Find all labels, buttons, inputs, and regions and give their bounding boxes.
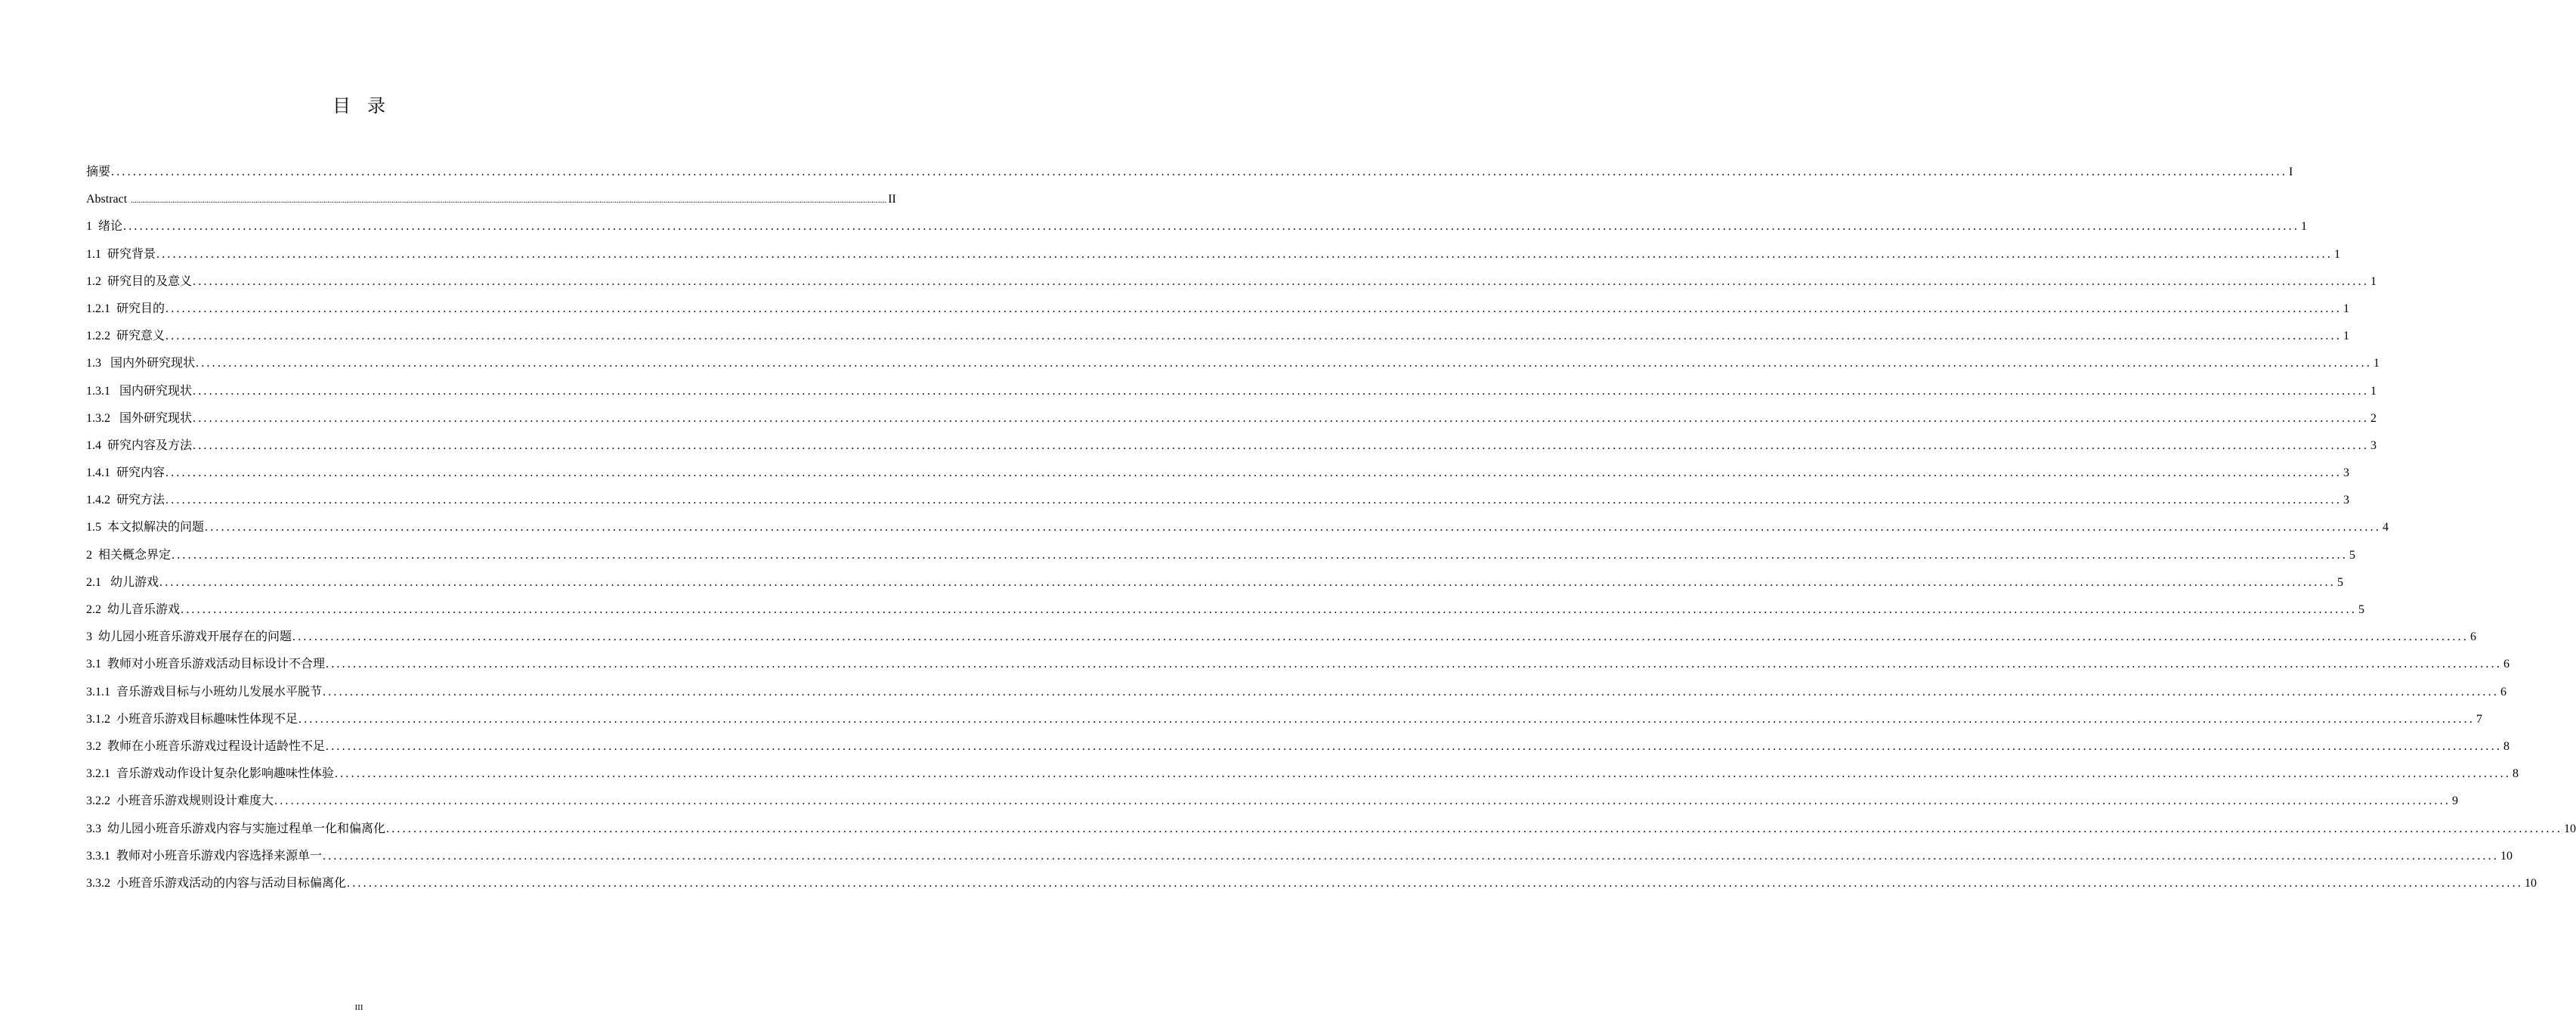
toc-entry-page: 1: [2334, 247, 2341, 261]
toc-entry-label: 3.1.1 音乐游戏目标与小班幼儿发展水平脱节: [86, 685, 323, 698]
toc-dot-leader: ................................................................................................................................................................................................................................................................................................................................................................................................................: [292, 630, 2469, 644]
toc-entry-page: 6: [2503, 658, 2510, 671]
toc-dot-leader: ................................................................................................................................................................................................................................................................................................................................................................................................................: [274, 795, 2451, 808]
toc-entry[interactable]: [86, 569, 2344, 596]
toc-entry-label: 1.4.1 研究内容: [86, 466, 165, 480]
toc-entry[interactable]: [86, 323, 2350, 350]
toc-dot-leader: ................................................................................................................................................................................................................................................................................................................................................................................................................: [193, 438, 2370, 452]
toc-entry-page: 5: [2337, 575, 2344, 589]
toc-dot-leader: ................................................................................................................................................................................................................................................................................................................................................................................................................: [172, 548, 2349, 562]
footer-page-number: III: [354, 1003, 363, 1012]
toc-entry-page: 3: [2370, 438, 2377, 452]
toc-dot-leader: ................................................................................................................................................................................................................................................................................................................................................................................................................: [196, 357, 2373, 370]
toc-entry-label: 摘要: [86, 166, 111, 178]
toc-entry[interactable]: [86, 542, 2356, 569]
toc-entry[interactable]: [86, 405, 2377, 432]
toc-entry-label: 2.2 幼儿音乐游戏: [86, 603, 181, 616]
toc-entry[interactable]: [86, 241, 2341, 268]
toc-entry-page: 6: [2500, 685, 2507, 698]
toc-entry[interactable]: [86, 378, 2377, 405]
toc-entry[interactable]: [86, 213, 2308, 240]
toc-entry-label: 3.2 教师在小班音乐游戏过程设计适龄性不足: [86, 739, 326, 753]
toc-dot-leader: ................................................................................................................................................................................................................................................................................................................................................................................................................: [335, 767, 2512, 781]
toc-entry[interactable]: [86, 432, 2377, 460]
toc-entry[interactable]: [86, 706, 2483, 733]
toc-dot-leader: ................................................................................................................................................................................................................................................................................................................................................................................................................: [123, 220, 2300, 234]
toc-entry-label: 1.2 研究目的及意义: [86, 274, 193, 288]
toc-dot-leader: ................................................................................................................................................................................................................................................................................................................................................................................................................: [193, 411, 2370, 425]
toc-entry-page: 1: [2301, 220, 2308, 234]
toc-entry[interactable]: [86, 760, 2519, 788]
toc-entry-label: 3.1 教师对小班音乐游戏活动目标设计不合理: [86, 658, 326, 671]
toc-dot-leader: ................................................................................................................................................................................................................................................................................................................................................................................................................: [323, 849, 2500, 863]
toc-entry-page: 1: [2343, 330, 2350, 343]
toc-entry-page: 10: [2500, 849, 2513, 863]
toc-dot-leader: ................................................................................................................................................................................................................................................................................................................................................................................................................: [156, 247, 2333, 261]
toc-dot-leader: ................................................................................................................................................................................................................................................................................................................................................................................................................: [165, 494, 2343, 507]
toc-entry[interactable]: [86, 350, 2380, 377]
toc-entry-page: 5: [2349, 548, 2356, 562]
toc-dot-leader: ................................................................................................................................................................................................................................................................................................................................................................................................................: [193, 384, 2370, 398]
toc-dot-leader: ................................................................................................................................................................................................................................................................................................................................................................................................................: [193, 274, 2370, 288]
toc-dot-leader: ................................................................................................................................................................................................................................................................................................................................................................................................................: [159, 575, 2336, 589]
toc-entry-page: 10: [2525, 876, 2537, 890]
toc-entry-label: 1.4.2 研究方法: [86, 494, 165, 507]
toc-entry-page: I: [2289, 166, 2293, 178]
toc-dot-leader: ................................................................................................................................................................................................................................................................................................................................................................................................................: [347, 876, 2524, 890]
toc-entry-page: 1: [2370, 384, 2377, 398]
toc-dot-leader: ................................................................................................................................................................................................................................................................................................................................................................................................................: [386, 822, 2563, 835]
toc-entry-label: Abstract: [86, 193, 131, 206]
toc-entry-page: 6: [2470, 630, 2477, 644]
toc-entry[interactable]: [86, 159, 2293, 186]
toc-entry-label: 3.3.2 小班音乐游戏活动的内容与活动目标偏离化: [86, 876, 347, 890]
toc-entry[interactable]: [86, 679, 2507, 706]
toc-dot-leader: ................................................................................................................................................................................................................................................................................................................................................................................................................: [326, 658, 2503, 671]
toc-dot-leader: ................................................................................................................................................................................................................................................................................................................................................................................................................: [323, 685, 2500, 698]
toc-entry-label: 1.2.2 研究意义: [86, 330, 165, 343]
toc-entry-page: 3: [2343, 494, 2350, 507]
toc-entry-page: 1: [2343, 302, 2350, 315]
toc-entry-label: 3 幼儿园小班音乐游戏开展存在的问题: [86, 630, 292, 644]
toc-entry-label: 3.3.1 教师对小班音乐游戏内容选择来源单一: [86, 849, 323, 863]
toc-entry-label: 3.2.2 小班音乐游戏规则设计难度大: [86, 795, 274, 808]
toc-entry-label: 3.3 幼儿园小班音乐游戏内容与实施过程单一化和偏离化: [86, 822, 386, 835]
toc-entry-page: 10: [2564, 822, 2576, 835]
toc-entry[interactable]: [86, 186, 896, 213]
toc-entry[interactable]: [86, 843, 2513, 870]
toc-entry-page: 8: [2513, 767, 2519, 781]
toc-entry-label: 2 相关概念界定: [86, 548, 172, 562]
toc-entry-label: 1.1 研究背景: [86, 247, 156, 261]
toc-entry-page: 3: [2343, 466, 2350, 480]
toc-entry-label: 1.4 研究内容及方法: [86, 438, 193, 452]
toc-dot-leader: ................................................................................................................................................................................................................................................................................................................................................................................................................: [111, 166, 2288, 178]
toc-dot-leader: ................................................................................................................................................................................................................................................................................................................................................................................................................: [298, 712, 2475, 726]
toc-dot-leader: ................................................................................................................................................................................................................................................................................................................................................................................................................: [165, 302, 2343, 315]
toc-entry-page: 5: [2358, 603, 2365, 616]
toc-dot-leader: ................................................................................................................................................................................................................................................................................................................................................................................................................: [131, 197, 887, 206]
toc-entry[interactable]: [86, 816, 2576, 843]
toc-entry-label: 1.5 本文拟解决的问题: [86, 521, 205, 534]
toc-entry-label: 1.2.1 研究目的: [86, 302, 165, 315]
table-of-contents: [86, 159, 2576, 897]
toc-entry[interactable]: [86, 733, 2510, 760]
toc-entry-label: 1 绪论: [86, 220, 123, 234]
toc-dot-leader: ................................................................................................................................................................................................................................................................................................................................................................................................................: [181, 603, 2358, 616]
page-title: 目录: [332, 97, 402, 116]
toc-entry[interactable]: [86, 596, 2365, 624]
toc-entry[interactable]: [86, 296, 2350, 323]
toc-dot-leader: ................................................................................................................................................................................................................................................................................................................................................................................................................: [205, 521, 2382, 534]
toc-entry-page: 2: [2370, 411, 2377, 425]
toc-entry-label: 1.3.1 国内研究现状: [86, 384, 193, 398]
toc-entry[interactable]: [86, 268, 2377, 296]
toc-entry[interactable]: [86, 651, 2510, 678]
toc-dot-leader: ................................................................................................................................................................................................................................................................................................................................................................................................................: [165, 330, 2343, 343]
toc-entry-page: II: [888, 193, 896, 206]
toc-entry[interactable]: [86, 624, 2477, 651]
toc-entry-page: 1: [2373, 357, 2380, 370]
toc-entry[interactable]: [86, 514, 2389, 541]
toc-entry[interactable]: [86, 460, 2350, 487]
toc-entry-label: 1.3.2 国外研究现状: [86, 411, 193, 425]
toc-entry-page: 9: [2452, 795, 2459, 808]
toc-entry[interactable]: [86, 487, 2350, 514]
toc-entry-page: 7: [2476, 712, 2483, 726]
toc-entry-page: 8: [2503, 739, 2510, 753]
toc-dot-leader: ................................................................................................................................................................................................................................................................................................................................................................................................................: [165, 466, 2343, 480]
toc-entry-label: 3.2.1 音乐游戏动作设计复杂化影响趣味性体验: [86, 767, 335, 781]
toc-entry[interactable]: [86, 870, 2537, 897]
toc-entry-label: 2.1 幼儿游戏: [86, 575, 159, 589]
toc-entry-page: 4: [2383, 521, 2389, 534]
toc-entry-page: 1: [2370, 274, 2377, 288]
toc-dot-leader: ................................................................................................................................................................................................................................................................................................................................................................................................................: [326, 739, 2503, 753]
toc-entry-label: 3.1.2 小班音乐游戏目标趣味性体现不足: [86, 712, 298, 726]
toc-entry-label: 1.3 国内外研究现状: [86, 357, 196, 370]
toc-entry[interactable]: [86, 788, 2459, 815]
